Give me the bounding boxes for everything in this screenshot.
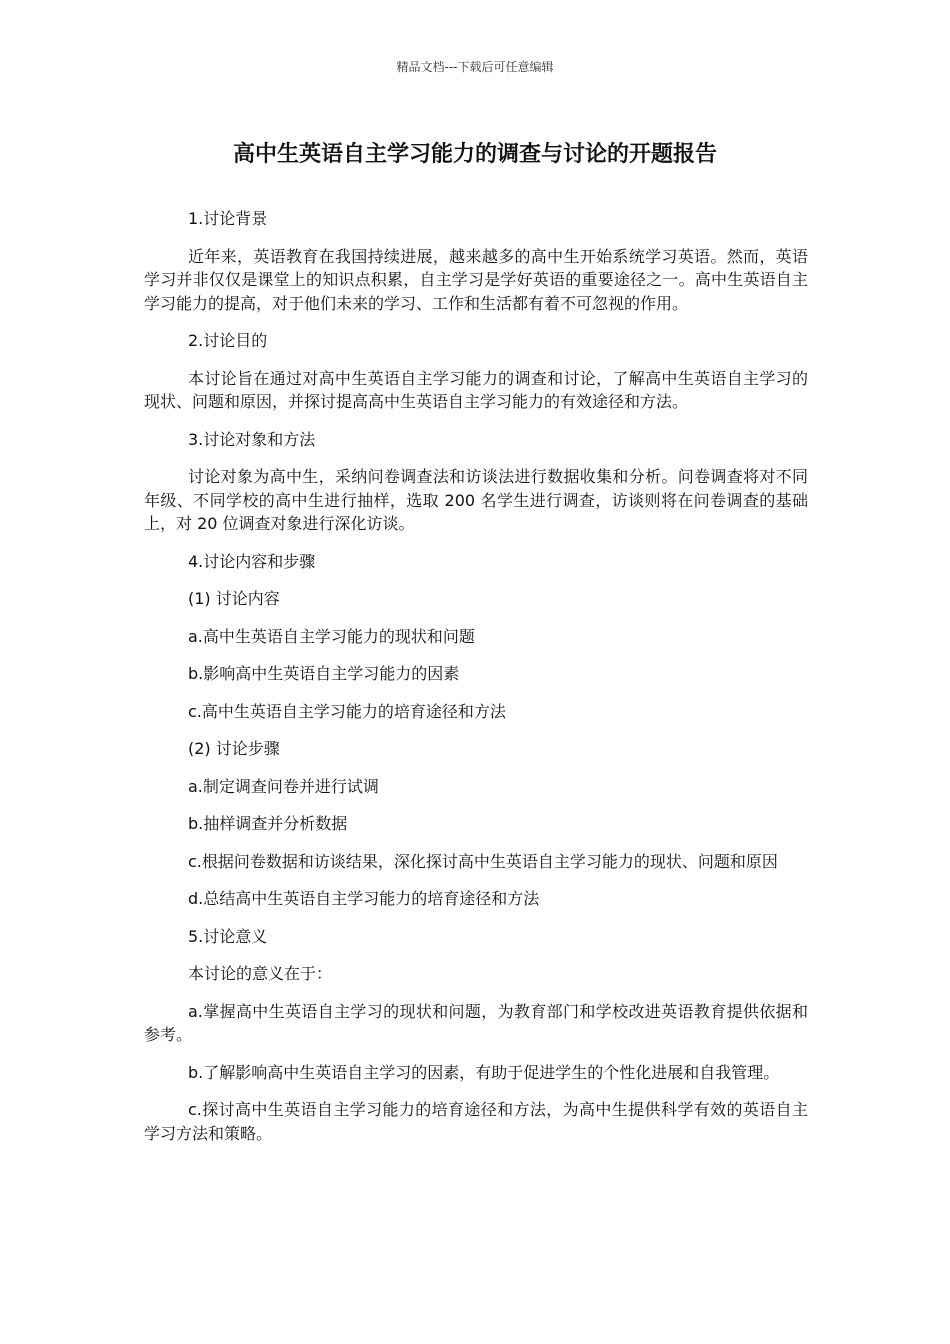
list-item: d.总结高中生英语自主学习能力的培育途径和方法 [188, 889, 540, 908]
list-item: b.了解影响高中生英语自主学习的因素，有助于促进学生的个性化进展和自我管理。 [188, 1062, 780, 1082]
document-body [144, 207, 808, 1145]
list-item: a.制定调查问卷并进行试调 [188, 776, 379, 796]
paragraph-subjects-methods: 讨论对象为高中生，采纳问卷调查法和访谈法进行数据收集和分析。问卷调查将对不同年级、不同学校的高中生进行抽样，选取 200 名学生进行调查，访谈则将在问卷调查的基础上，对 20 位调查对象进行深化访谈。 [144, 467, 808, 533]
list-item: b.抽样调查并分析数据 [188, 814, 348, 833]
paragraph-background: 近年来，英语教育在我国持续进展，越来越多的高中生开始系统学习英语。然而，英语学习并非仅仅是课堂上的知识点积累，自主学习是学好英语的重要途径之一。高中生英语自主学习能力的提高，对于他们未来的学习、工作和生活都有着不可忽视的作用。 [144, 246, 808, 313]
page-title: 高中生英语自主学习能力的调查与讨论的开题报告 [232, 142, 717, 167]
subheading-content: (1) 讨论内容 [188, 589, 280, 608]
list-item: c.高中生英语自主学习能力的培育途径和方法 [188, 701, 506, 721]
paragraph-purpose: 本讨论旨在通过对高中生英语自主学习能力的调查和讨论，了解高中生英语自主学习的现状、问题和原因，并探讨提高高中生英语自主学习能力的有效途径和方法。 [144, 368, 808, 411]
list-item: a.高中生英语自主学习能力的现状和问题 [188, 626, 475, 646]
section-heading-content-steps: 4.讨论内容和步骤 [188, 551, 316, 571]
list-item: c.探讨高中生英语自主学习能力的培育途径和方法，为高中生提供科学有效的英语自主学习方法和策略。 [144, 1100, 808, 1143]
header-note: 精品文档---下载后可任意编辑 [396, 60, 554, 74]
paragraph-significance-intro: 本讨论的意义在于： [188, 964, 333, 983]
list-item: a.掌握高中生英语自主学习的现状和问题，为教育部门和学校改进英语教育提供依据和参考。 [144, 1001, 808, 1044]
section-heading-background: 1.讨论背景 [188, 209, 268, 228]
list-item: c.根据问卷数据和访谈结果，深化探讨高中生英语自主学习能力的现状、问题和原因 [188, 851, 778, 871]
subheading-steps: (2) 讨论步骤 [188, 739, 280, 758]
section-heading-purpose: 2.讨论目的 [188, 331, 268, 350]
section-heading-subjects-methods: 3.讨论对象和方法 [188, 429, 316, 449]
section-heading-significance: 5.讨论意义 [188, 926, 268, 946]
list-item: b.影响高中生英语自主学习能力的因素 [188, 664, 460, 683]
